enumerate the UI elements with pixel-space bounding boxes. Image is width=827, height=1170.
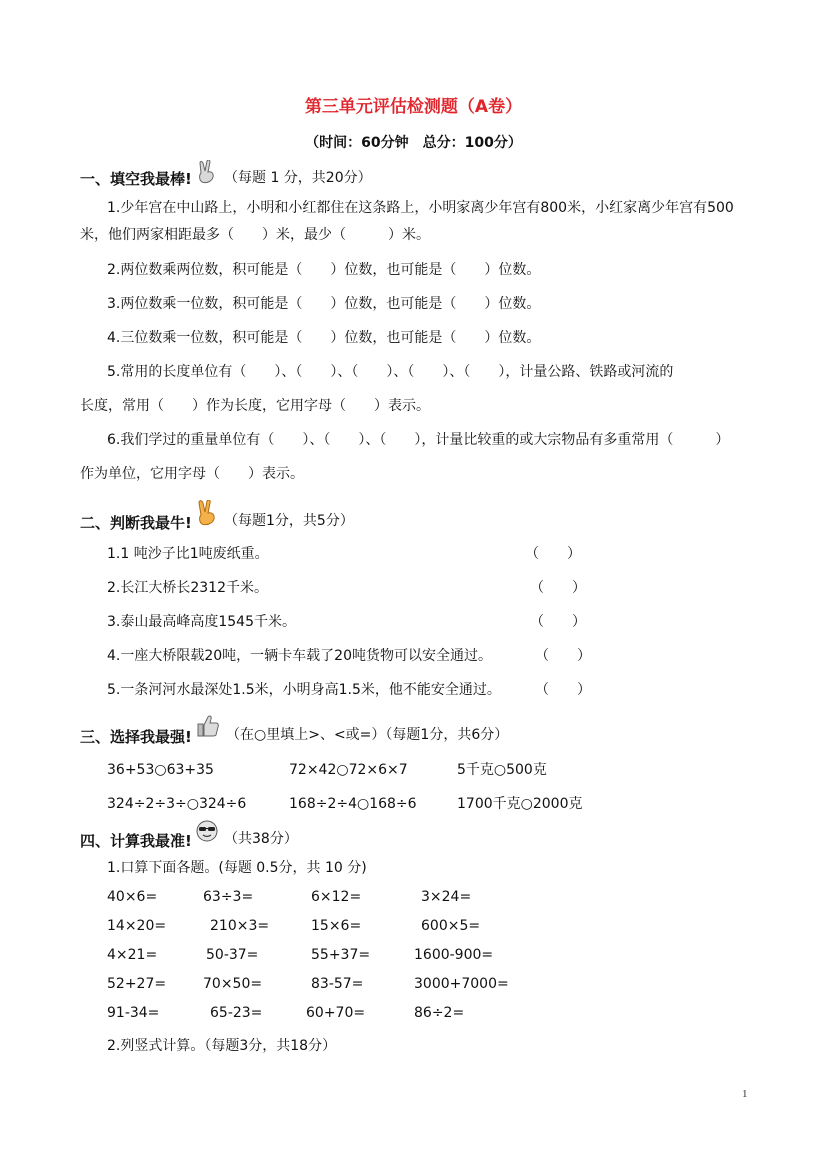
section-4-heading: 四、计算我最准! — [80, 832, 192, 850]
judge-blank-3: （ ） — [530, 614, 586, 630]
victory-hand-icon — [196, 160, 218, 182]
page-number: 1 — [742, 1088, 748, 1100]
judge-q5: 5.一条河河水最深处1.5米，小明身高1.5米，他不能安全通过。 — [107, 682, 501, 698]
oral-r5-c3: 60+70= — [306, 1005, 366, 1021]
vertical-calc-heading: 2.列竖式计算。（每题3分，共18分） — [107, 1038, 337, 1054]
oral-r2-c1: 14×20= — [107, 918, 167, 934]
section-3-note: （在○里填上>、<或=）（每题1分，共6分） — [226, 727, 509, 743]
section-1-note: （每题 1 分，共20分） — [224, 170, 372, 186]
fill-line-4: 4.三位数乘一位数，积可能是（ ）位数，也可能是（ ）位数。 — [107, 330, 541, 346]
cool-face-icon — [196, 820, 218, 842]
compare-5: 168÷2÷4○168÷6 — [289, 796, 417, 812]
fill-line-5b: 长度，常用（ ）作为长度，它用字母（ ）表示。 — [80, 398, 430, 414]
fill-line-2: 2.两位数乘两位数，积可能是（ ）位数，也可能是（ ）位数。 — [107, 262, 541, 278]
judge-blank-5: （ ） — [535, 682, 591, 698]
oral-r5-c2: 65-23= — [210, 1005, 263, 1021]
compare-4: 324÷2÷3÷○324÷6 — [107, 796, 247, 812]
compare-1: 36+53○63+35 — [107, 762, 214, 778]
judge-q2: 2.长江大桥长2312千米。 — [107, 580, 268, 596]
thumbs-up-icon — [196, 714, 218, 736]
oral-r2-c3: 15×6= — [311, 918, 362, 934]
oral-r3-c3: 55+37= — [311, 947, 371, 963]
judge-q4: 4.一座大桥限载20吨，一辆卡车载了20吨货物可以安全通过。 — [107, 648, 492, 664]
oral-part-heading: 1.口算下面各题。(每题 0.5分，共 10 分) — [107, 860, 367, 876]
oral-r4-c1: 52+27= — [107, 976, 167, 992]
oral-r4-c2: 70×50= — [203, 976, 263, 992]
fill-line-3: 3.两位数乘一位数，积可能是（ ）位数，也可能是（ ）位数。 — [107, 296, 541, 312]
compare-3: 5千克○500克 — [457, 762, 547, 778]
judge-q3: 3.泰山最高峰高度1545千米。 — [107, 614, 296, 630]
oral-r3-c4: 1600-900= — [414, 947, 494, 963]
section-4-note: （共38分） — [224, 831, 298, 847]
page-subtitle: （时间：60分钟 总分：100分） — [305, 135, 522, 151]
oral-r2-c4: 600×5= — [421, 918, 481, 934]
page-title: 第三单元评估检测题（A卷） — [304, 97, 523, 117]
victory-hand-icon — [196, 500, 218, 522]
section-1-heading: 一、填空我最棒! — [80, 170, 192, 188]
compare-6: 1700千克○2000克 — [457, 796, 583, 812]
section-3-heading: 三、选择我最强! — [80, 728, 192, 746]
oral-r3-c2: 50-37= — [206, 947, 259, 963]
section-2-heading: 二、判断我最牛! — [80, 514, 192, 532]
fill-line-1b: 米，他们两家相距最多（ ）米，最少（ ）米。 — [80, 227, 430, 243]
oral-r4-c4: 3000+7000= — [414, 976, 509, 992]
fill-line-6: 6.我们学过的重量单位有（ ）、（ ）、（ ），计量比较重的或大宗物品有多重常用（ ） — [107, 432, 730, 448]
judge-q1: 1.1 吨沙子比1吨废纸重。 — [107, 546, 269, 562]
oral-r1-c4: 3×24= — [421, 889, 472, 905]
judge-blank-1: （ ） — [525, 546, 581, 562]
fill-line-6b: 作为单位，它用字母（ ）表示。 — [80, 466, 304, 482]
oral-r1-c1: 40×6= — [107, 889, 158, 905]
section-2-note: （每题1分，共5分） — [224, 513, 354, 529]
oral-r1-c3: 6×12= — [311, 889, 362, 905]
compare-2: 72×42○72×6×7 — [289, 762, 408, 778]
oral-r1-c2: 63÷3= — [203, 889, 254, 905]
oral-r5-c1: 91-34= — [107, 1005, 160, 1021]
judge-blank-2: （ ） — [530, 580, 586, 596]
oral-r2-c2: 210×3= — [210, 918, 270, 934]
fill-line-1: 1.少年宫在中山路上，小明和小红都住在这条路上，小明家离少年宫有800米，小红家离少年宫有500 — [107, 200, 734, 216]
fill-line-5: 5.常用的长度单位有（ ）、（ ）、（ ）、（ ）、（ ），计量公路、铁路或河流的 — [107, 364, 674, 380]
oral-r5-c4: 86÷2= — [414, 1005, 465, 1021]
oral-r4-c3: 83-57= — [311, 976, 364, 992]
judge-blank-4: （ ） — [535, 648, 591, 664]
oral-r3-c1: 4×21= — [107, 947, 158, 963]
